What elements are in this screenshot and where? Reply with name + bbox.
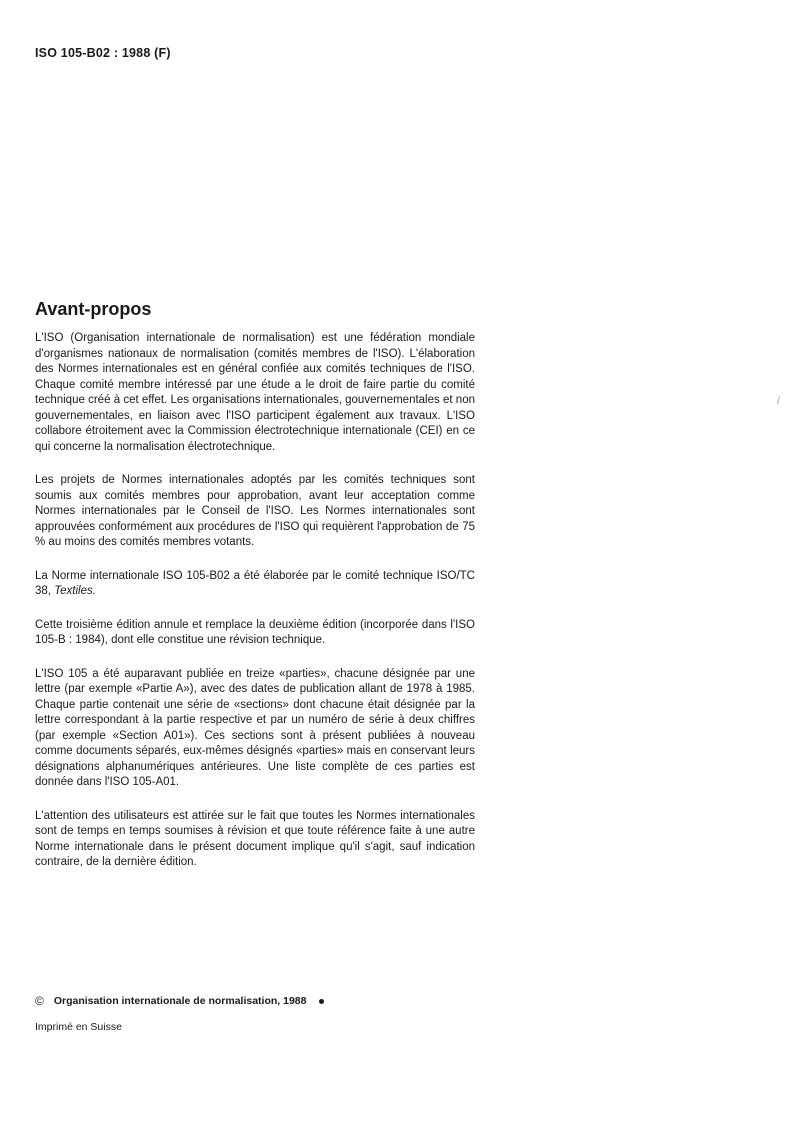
bullet-dot-icon xyxy=(319,999,324,1004)
scan-artifact-mark: / xyxy=(777,396,780,407)
copyright-icon: © xyxy=(35,994,44,1008)
document-header: ISO 105-B02 : 1988 (F) xyxy=(35,46,171,60)
foreword-title: Avant-propos xyxy=(35,299,152,319)
copyright-line xyxy=(35,994,324,1008)
paragraph-approval: Les projets de Normes internationales adoptés par les comités techniques sont soumis aux comités membres pour approbation, avant leur acceptation comme Normes internationales par le Conseil de l'ISO. Les Normes internationales sont approuvées conformément aux procédures de l'ISO qui requièrent l'approbation de 75 % au moins des comités membres votants. xyxy=(35,474,475,548)
printed-in-note: Imprimé en Suisse xyxy=(35,1021,122,1033)
paragraph-revision-notice: L'attention des utilisateurs est attirée sur le fait que toutes les Normes internationales sont de temps en temps soumises à révision et que toute référence faite à une autre Norme internationale dans le présent document implique qu'il s'agit, sauf indication contraire, de la dernière édition. xyxy=(35,809,475,868)
paragraph-edition: Cette troisième édition annule et remplace la deuxième édition (incorporée dans l'ISO 105-B : 1984), dont elle constitue une révision technique. xyxy=(35,618,475,646)
committee-name: Textiles. xyxy=(54,585,96,597)
foreword-body xyxy=(35,331,475,889)
paragraph-parts-history: L'ISO 105 a été auparavant publiée en treize «parties», chacune désignée par une lettre (par exemple «Partie A»), avec des dates de publication allant de 1978 à 1985. Chaque partie contenait une série de «sections» dont chacune était désignée par la lettre correspondant à la partie respective et par un numéro de série à deux chiffres (par exemple «Section A01»). Ces sections sont à présent publiées à nouveau comme documents séparés, eux-mêmes désignés «parties» mais en conservant leurs désignations alphanumériques antérieures. Une liste complète de ces parties est donnée dans l'ISO 105-A01. xyxy=(35,667,475,788)
paragraph-iso-intro: L'ISO (Organisation internationale de normalisation) est une fédération mondiale d'organismes nationaux de normalisation (comités membres de l'ISO). L'élaboration des Normes internationales est en général confiée aux comités techniques de l'ISO. Chaque comité membre intéressé par une étude a le droit de faire partie du comité technique créé à cet effet. Les organisations internationales, gouvernementales et non gouvernementales, en liaison avec l'ISO participent également aux travaux. L'ISO collabore étroitement avec la Commission électrotechnique internationale (CEI) en ce qui concerne la normalisation électrotechnique. xyxy=(35,332,475,453)
copyright-text: Organisation internationale de normalisation, 1988 xyxy=(53,995,307,1007)
elaboration-text: La Norme internationale ISO 105-B02 a été élaborée par le comité technique ISO/TC 38, xyxy=(35,569,475,597)
paragraph-elaboration xyxy=(35,569,475,600)
